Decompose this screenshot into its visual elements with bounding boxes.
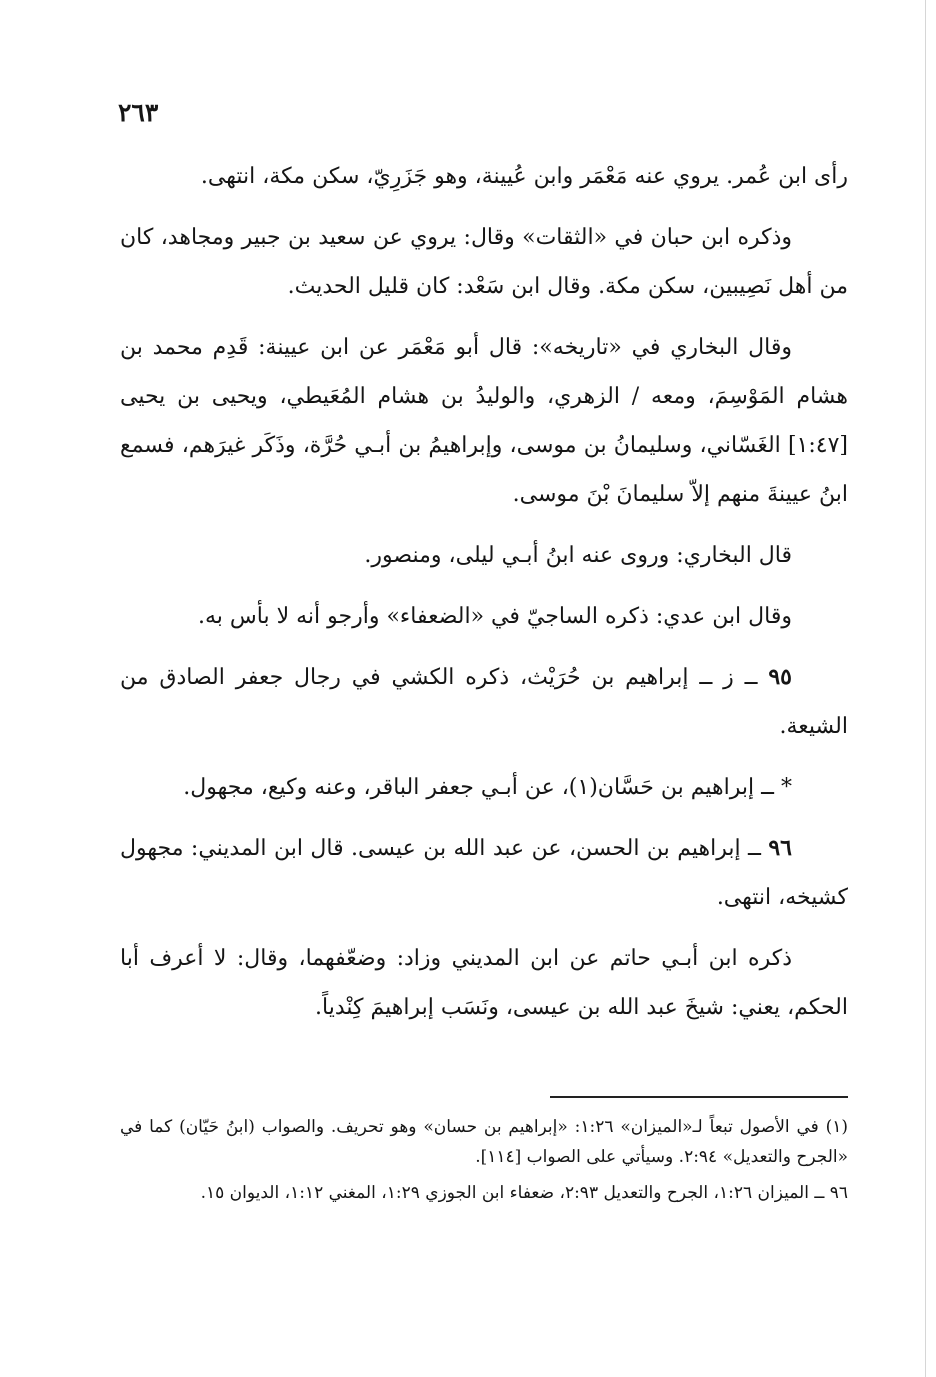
main-text	[120, 152, 848, 1032]
entry-text: ــ إبراهيم بن الحسن، عن عبد الله بن عيسى. قال ابن المديني: مجهول كشيخه، انتهى.	[120, 836, 848, 910]
paragraph-ibn-abi-hatim: ذكره ابن أبـي حاتم عن ابن المديني وزاد: وضعّفهما، وقال: لا أعرف أبا الحكم، يعني: شيخَ عبد الله بن عيسى، ونَسَب إبراهيمَ كِنْدياً.	[120, 946, 848, 1020]
page-number: ٢٦٣	[118, 98, 159, 127]
entry-96	[120, 824, 848, 922]
entry-95	[120, 653, 848, 751]
footnotes	[120, 1112, 848, 1208]
entry-number: ٩٦	[768, 835, 792, 861]
paragraph-ibn-adi: وقال ابن عدي: ذكره الساجيّ في «الضعفاء» وأرجو أنه لا بأس به.	[197, 604, 792, 629]
page-edge-line	[925, 0, 926, 1377]
footnote-96-sources: ٩٦ ــ الميزان ١:٢٦، الجرح والتعديل ٢:٩٣، ضعفاء ابن الجوزي ١:٢٩، المغني ١:١٢، الديوان ١٥.	[200, 1183, 848, 1203]
entry-text: ــ ز ــ إبراهيم بن حُرَيْث، ذكره الكشي في رجال جعفر الصادق من الشيعة.	[120, 665, 848, 739]
entry-number: ٩٥	[768, 664, 792, 690]
star-entry: * ــ إبراهيم بن حَسَّان(١)، عن أبـي جعفر الباقر، وعنه وكيع، مجهول.	[183, 775, 792, 800]
footnote-1: (١) في الأصول تبعاً لـ«الميزان» ١:٢٦: «إبراهيم بن حسان» وهو تحريف. والصواب (ابنُ حَيّان) كما في «الجرح والتعديل» ٢:٩٤. وسيأتي على الصواب [١١٤].	[120, 1117, 849, 1167]
footnote-separator	[550, 1096, 848, 1098]
paragraph-bukhari-narrators: قال البخاري: وروى عنه ابنُ أبـي ليلى، ومنصور.	[364, 543, 792, 568]
paragraph-ibn-hibban: وذكره ابن حبان في «الثقات» وقال: يروي عن سعيد بن جبير ومجاهد، كان من أهل نَصِيبين، سكن مكة. وقال ابن سَعْد: كان قليل الحديث.	[120, 225, 848, 299]
paragraph-bukhari-tarikh: وقال البخاري في «تاريخه»: قال أبو مَعْمَر عن ابن عيينة: قَدِم محمد بن هشام المَوْسِمَ، ومعه / الزهري، والوليدُ بن هشام المُعَيطي، ويحيى بن يحيى [١:٤٧] الغَسّاني، وسليمانُ بن موسى، وإبراهيمُ بن أبـي حُرَّة، وذَكَر غيرَهم، فسمع ابنُ عيينةَ منهم إلاّ سليمانَ بْنَ موسى.	[120, 335, 848, 507]
paragraph-continuation: رأى ابن عُمر. يروي عنه مَعْمَر وابن عُيينة، وهو جَزَرِيّ، سكن مكة، انتهى.	[200, 164, 848, 189]
